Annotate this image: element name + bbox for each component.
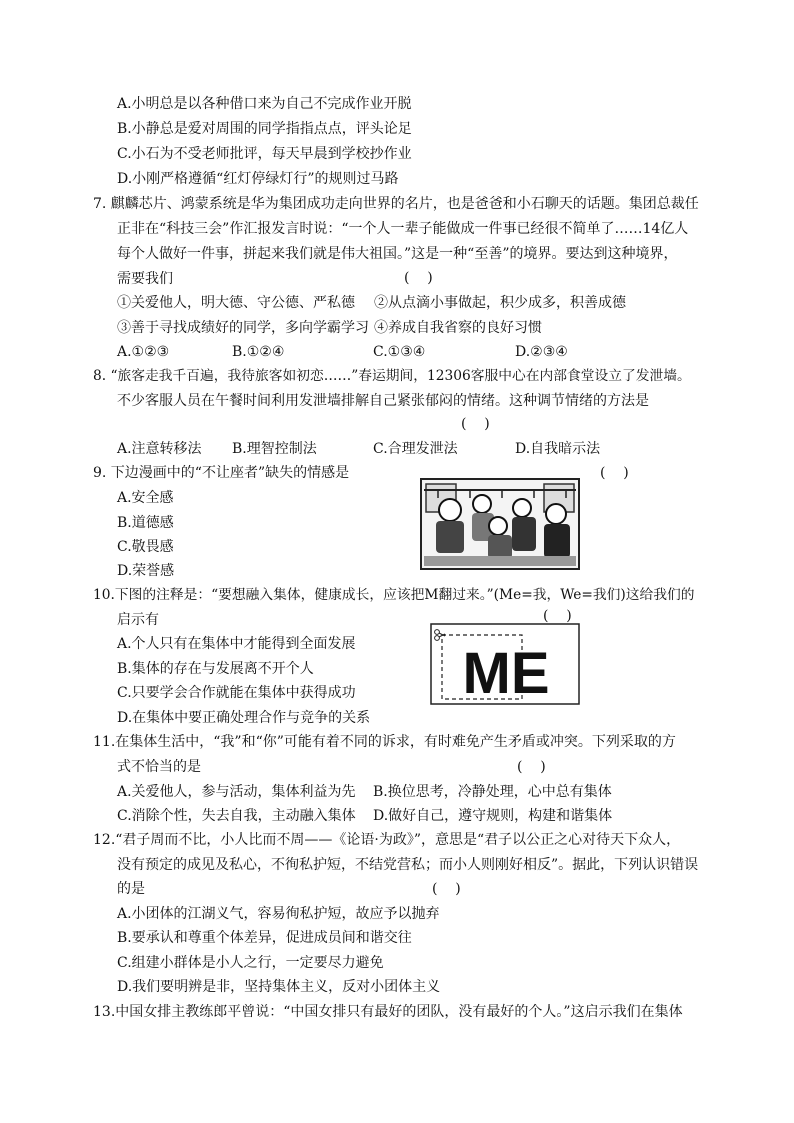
q9-option-c: C.敬畏感 (117, 539, 174, 555)
q11-stem-line2: 式不恰当的是 (117, 759, 201, 775)
q7-stem-line1: 7. 麒麟芯片、鸿蒙系统是华为集团成功走向世界的名片，也是爸爸和小石聊天的话题。集团总裁任 (93, 196, 699, 212)
q7-answer-blank: ( ) (404, 270, 433, 286)
q11-option-d: D.做好自己，遵守规则，构建和谐集体 (373, 808, 613, 824)
q8-option-c: C.合理发泄法 (373, 441, 458, 457)
q6-option-b: B.小静总是爱对周围的同学指指点点，评头论足 (117, 121, 412, 137)
q7-statement-4: ④养成自我省察的良好习惯 (374, 320, 542, 336)
q12-option-c: C.组建小群体是小人之行，一定要尽力避免 (117, 955, 384, 971)
q10-option-b: B.集体的存在与发展离不开个人 (117, 661, 314, 677)
q11-stem-line1: 11.在集体生活中，“我”和“你”可能有着不同的诉求，有时难免产生矛盾或冲突。下列采取的方 (93, 734, 676, 750)
q8-stem-line2: 不少客服人员在午餐时间利用发泄墙排解自己紧张郁闷的情绪。这种调节情绪的方法是 (117, 393, 649, 409)
q9-option-d: D.荣誉感 (117, 563, 175, 579)
q10-option-d: D.在集体中要正确处理合作与竞争的关系 (117, 710, 371, 726)
q12-option-a: A.小团体的江湖义气，容易徇私护短，故应予以抛弃 (117, 906, 440, 922)
q10-option-c: C.只要学会合作就能在集体中获得成功 (117, 685, 356, 701)
q7-option-b: B.①②④ (232, 344, 285, 360)
q12-answer-blank: ( ) (432, 881, 461, 897)
q11-option-c: C.消除个性，失去自我，主动融入集体 (117, 808, 356, 824)
q13-stem-line1: 13.中国女排主教练郎平曾说：“中国女排只有最好的团队，没有最好的个人。”这启示我们在集体 (93, 1004, 683, 1020)
q6-option-a: A.小明总是以各种借口来为自己不完成作业开脱 (117, 96, 412, 112)
q8-answer-blank: ( ) (461, 416, 490, 432)
q11-option-b: B.换位思考，冷静处理，心中总有集体 (373, 784, 612, 800)
q7-statement-2: ②从点滴小事做起，积少成多，积善成德 (374, 295, 626, 311)
bus-cartoon-illustration (420, 478, 580, 570)
q12-stem-line1: 12.“君子周而不比，小人比而不周——《论语·为政》”，意思是“君子以公正之心对待天下众人， (93, 832, 681, 848)
q7-option-a: A.①②③ (117, 344, 170, 360)
q12-option-d: D.我们要明辨是非，坚持集体主义，反对小团体主义 (117, 979, 441, 995)
q8-option-a: A.注意转移法 (117, 441, 202, 457)
q9-option-a: A.安全感 (117, 490, 174, 506)
q10-stem-line1: 10.下图的注释是：“要想融入集体，健康成长，应该把M翻过来。”(Me=我，We=我们)这给我们的 (93, 587, 695, 603)
q7-statement-3: ③善于寻找成绩好的同学，多向学霸学习 (117, 320, 369, 336)
q12-option-b: B.要承认和尊重个体差异，促进成员间和谐交往 (117, 930, 412, 946)
q9-option-b: B.道德感 (117, 515, 174, 531)
q6-option-c: C.小石为不受老师批评，每天早晨到学校抄作业 (117, 146, 412, 162)
q7-option-d: D.②③④ (515, 344, 568, 360)
me-image-text: ME (462, 641, 550, 705)
me-cutout-image (430, 623, 580, 705)
q8-option-b: B.理智控制法 (232, 441, 317, 457)
q8-stem-line1: 8. “旅客走我千百遍，我待旅客如初恋……”春运期间，12306客服中心在内部食堂设立了发泄墙。 (93, 368, 691, 384)
q9-stem: 9. 下边漫画中的“不让座者”缺失的情感是 (93, 465, 350, 481)
q10-answer-blank: ( ) (543, 608, 572, 624)
q7-stem-line4: 需要我们 (117, 271, 173, 287)
q11-answer-blank: ( ) (517, 759, 546, 775)
q8-option-d: D.自我暗示法 (515, 441, 601, 457)
q6-option-d: D.小刚严格遵循“红灯停绿灯行”的规则过马路 (117, 171, 399, 187)
q10-stem-line2: 启示有 (117, 612, 159, 628)
q7-stem-line2: 正非在“科技三会”作汇报发言时说：“一个人一辈子能做成一件事已经很不简单了……14亿人 (117, 221, 689, 237)
q7-option-c: C.①③④ (373, 344, 426, 360)
q7-stem-line3: 每个人做好一件事，拼起来我们就是伟大祖国。”这是一种“至善”的境界。要达到这种境界， (117, 246, 678, 262)
q12-stem-line3: 的是 (117, 881, 145, 897)
q11-option-a: A.关爱他人，参与活动，集体利益为先 (117, 784, 356, 800)
q10-option-a: A.个人只有在集体中才能得到全面发展 (117, 636, 356, 652)
q9-answer-blank: ( ) (600, 465, 629, 481)
q12-stem-line2: 没有预定的成见及私心，不徇私护短，不结党营私；而小人则刚好相反”。据此，下列认识错误 (117, 857, 699, 873)
q7-statement-1: ①关爱他人，明大德、守公德、严私德 (117, 295, 355, 311)
